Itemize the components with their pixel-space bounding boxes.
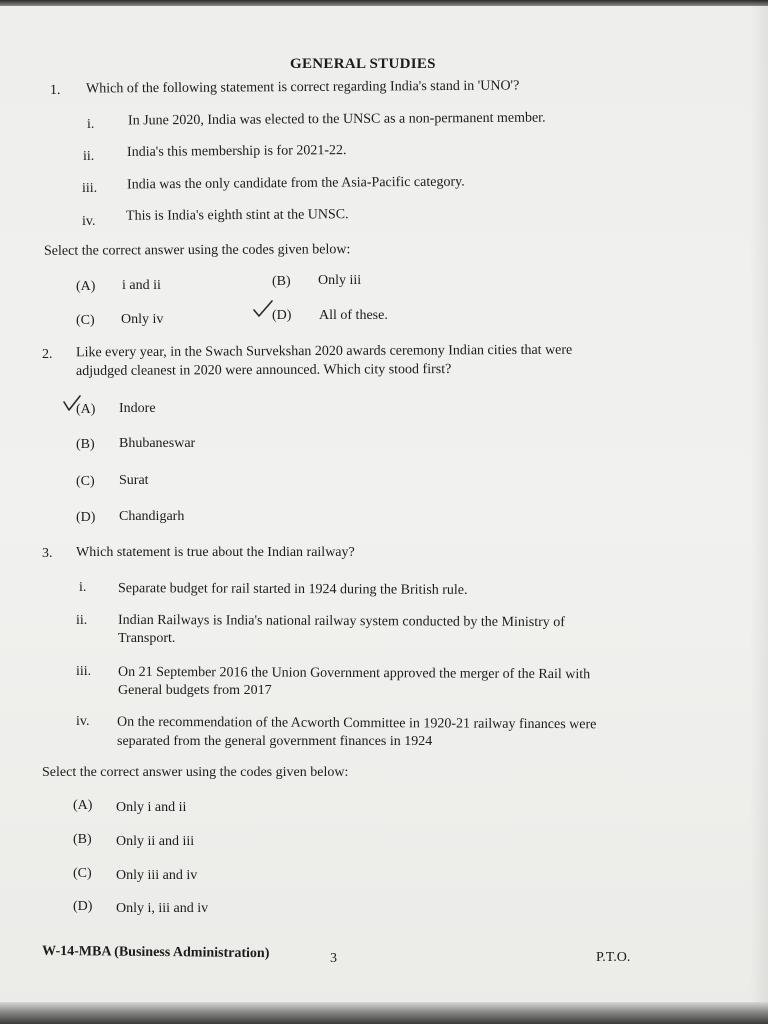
q2-text-line: Like every year, in the Swach Survekshan 2020 awards ceremony Indian cities that were — [75, 342, 573, 361]
q3-option-label: (D) — [73, 899, 93, 914]
q1-statement-text: India was the only candidate from the Asia-Pacific category. — [126, 174, 465, 193]
q3-statement-roman: iv. — [76, 714, 90, 729]
q3-statement-roman: i. — [79, 580, 87, 595]
q2-option-text: Bhubaneswar — [119, 436, 196, 451]
q3-statement-line: General budgets from 2017 — [118, 683, 272, 698]
q3-text: Which statement is true about the Indian railway? — [76, 545, 355, 560]
q1-option-text: All of these. — [319, 308, 388, 323]
q1-statement-text: This is India's eighth stint at the UNSC. — [125, 207, 349, 224]
q3-statement-line: Separate budget for rail started in 1924 during the British rule. — [117, 581, 468, 598]
q3-statement-line: On 21 September 2016 the Union Government approved the merger of the Rail with — [117, 664, 591, 683]
q3-statement-line: Transport. — [118, 631, 176, 646]
q1-option-label: (B) — [272, 274, 291, 289]
q1-statement-roman: ii. — [83, 149, 95, 164]
page-number: 3 — [330, 951, 337, 966]
q3-option-label: (B) — [73, 832, 92, 847]
page-bottom-edge — [0, 1002, 768, 1024]
q3-option-label: (A) — [73, 798, 93, 813]
q1-text: Which of the following statement is correct regarding India's stand in 'UNO'? — [85, 78, 520, 97]
q3-option-text: Only iii and iv — [116, 868, 198, 883]
q1-statement-roman: i. — [87, 117, 95, 132]
q2-option-label: (D) — [76, 510, 96, 525]
q1-instruction: Select the correct answer using the codes given below: — [43, 242, 351, 259]
q1-option-text: Only iv — [121, 312, 164, 327]
q2-option-text: Indore — [119, 401, 156, 416]
section-title: GENERAL STUDIES — [290, 56, 436, 72]
q1-statement-text: In June 2020, India was elected to the UNSC as a non-permanent member. — [127, 110, 546, 129]
q2-text-line: adjudged cleanest in 2020 were announced. Which city stood first? — [75, 362, 452, 379]
q2-option-label: (A) — [76, 402, 96, 417]
q2-number: 2. — [42, 347, 53, 362]
q3-option-text: Only ii and iii — [116, 834, 195, 849]
q3-number: 3. — [42, 546, 53, 561]
q3-statement-line: separated from the general government finances in 1924 — [117, 734, 433, 749]
q1-statement-roman: iii. — [82, 181, 98, 196]
q1-option-text: i and ii — [122, 278, 161, 293]
q3-statement-roman: ii. — [76, 613, 88, 628]
q3-statement-roman: iii. — [76, 664, 92, 679]
q3-option-text: Only i, iii and iv — [116, 901, 209, 916]
q1-option-label: (D) — [272, 308, 292, 323]
q1-option-label: (A) — [76, 279, 96, 294]
q3-option-label: (C) — [73, 866, 92, 881]
q3-instruction: Select the correct answer using the codes given below: — [42, 765, 349, 780]
q2-option-label: (C) — [76, 474, 95, 489]
q2-option-text: Surat — [119, 473, 149, 488]
q1-option-text: Only iii — [318, 273, 362, 288]
q3-statement-line: On the recommendation of the Acworth Committee in 1920-21 railway finances were — [116, 714, 597, 733]
q2-option-text: Chandigarh — [119, 509, 185, 524]
checkmark-icon — [252, 299, 274, 319]
q2-option-label: (B) — [76, 437, 95, 452]
pto-label: P.T.O. — [596, 950, 631, 965]
page-top-edge — [0, 0, 768, 6]
q3-option-text: Only i and ii — [116, 800, 187, 815]
q1-option-label: (C) — [76, 313, 95, 328]
q1-number: 1. — [49, 82, 61, 99]
paper-code: W-14-MBA (Business Administration) — [41, 943, 270, 962]
page-right-shadow — [750, 0, 768, 1024]
q1-statement-text: India's this membership is for 2021-22. — [126, 143, 347, 160]
q1-statement-roman: iv. — [82, 214, 96, 229]
q3-statement-line: Indian Railways is India's national railway system conducted by the Ministry of — [117, 612, 565, 631]
